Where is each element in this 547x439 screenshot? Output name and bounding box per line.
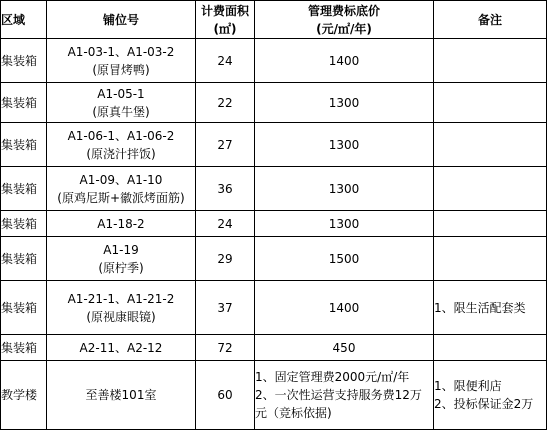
fee-line: 元（竞标依据) [255,406,332,420]
fee-cell [255,167,434,211]
fee-line: 1300 [328,95,360,110]
note-cell [434,123,547,167]
fee-cell [255,211,434,237]
region-cell: 集装箱 [1,335,47,361]
fee-cell [255,335,434,361]
unit-line: A1-21-1、A1-21-2 [67,291,175,306]
fee-cell [255,83,434,123]
unit-line: A1-18-2 [97,216,145,231]
region-cell: 集装箱 [1,123,47,167]
unit-line: A1-03-1、A1-03-2 [67,44,175,59]
note-cell [434,281,547,335]
area-cell: 27 [196,123,255,167]
header-fee-unit: (元/㎡/年) [316,21,372,36]
unit-cell [47,281,196,335]
unit-cell [47,335,196,361]
unit-cell [47,123,196,167]
table-row [1,39,547,83]
area-cell: 37 [196,281,255,335]
area-cell: 29 [196,237,255,281]
unit-line: (原视康眼镜) [86,309,156,324]
header-area [196,1,255,39]
area-cell: 72 [196,335,255,361]
table-row [1,123,547,167]
unit-cell [47,211,196,237]
fee-line: 1400 [328,300,360,315]
unit-line: A1-09、A1-10 [79,172,163,187]
area-cell: 60 [196,361,255,430]
region-cell: 集装箱 [1,281,47,335]
header-area-unit: (㎡) [213,21,237,36]
fee-line: 1300 [328,137,360,152]
unit-cell [47,39,196,83]
area-cell: 24 [196,39,255,83]
fee-line: 1400 [328,53,360,68]
unit-line: 至善楼101室 [85,388,157,402]
fee-cell [255,237,434,281]
unit-line: (原鸡尼斯+徽派烤面筋) [57,190,185,205]
note-cell [434,237,547,281]
fee-cell [255,361,434,430]
region-cell: 集装箱 [1,83,47,123]
unit-line: A1-06-1、A1-06-2 [67,128,175,143]
region-cell: 集装箱 [1,39,47,83]
unit-line: A2-11、A2-12 [79,340,163,355]
note-cell [434,335,547,361]
unit-line: (原真牛堡) [92,104,150,119]
note-cell [434,361,547,430]
unit-line: (原浇汁拌饭) [86,146,156,161]
region-cell: 集装箱 [1,167,47,211]
table-row [1,335,547,361]
region-cell: 集装箱 [1,211,47,237]
region-cell: 教学楼 [1,361,47,430]
region-cell: 集装箱 [1,237,47,281]
table-row [1,83,547,123]
header-note: 备注 [434,1,547,39]
fee-cell [255,281,434,335]
unit-line: A1-05-1 [97,86,145,101]
unit-cell [47,83,196,123]
unit-cell [47,167,196,211]
note-cell [434,39,547,83]
fee-line: 2、一次性运营支持服务费12万 [255,388,422,402]
table-row [1,281,547,335]
table-row [1,167,547,211]
header-row [1,1,547,39]
table-row [1,211,547,237]
fee-line: 1300 [328,216,360,231]
unit-cell [47,237,196,281]
note-line: 2、投标保证金2万 [434,397,534,411]
table-body [1,39,547,430]
unit-cell [47,361,196,430]
fee-line: 1300 [328,181,360,196]
note-cell [434,167,547,211]
unit-line: (原冒烤鸭) [92,62,150,77]
header-fee [255,1,434,39]
area-cell: 36 [196,167,255,211]
note-line: 1、限生活配套类 [434,300,526,315]
fee-line: 1500 [328,251,360,266]
area-cell: 22 [196,83,255,123]
unit-line: (原柠季) [98,260,144,275]
note-line: 1、限便利店 [434,379,502,393]
header-area-label: 计费面积 [200,3,249,18]
area-cell: 24 [196,211,255,237]
header-unit: 铺位号 [47,1,196,39]
note-cell [434,83,547,123]
unit-line: A1-19 [103,242,139,257]
header-region: 区域 [1,1,47,39]
table-row [1,237,547,281]
table-row [1,361,547,430]
note-cell [434,211,547,237]
fee-line: 450 [332,340,356,355]
fee-cell [255,123,434,167]
fee-cell [255,39,434,83]
fee-line: 1、固定管理费2000元/㎡/年 [255,370,410,384]
header-fee-label: 管理费标底价 [307,3,380,18]
